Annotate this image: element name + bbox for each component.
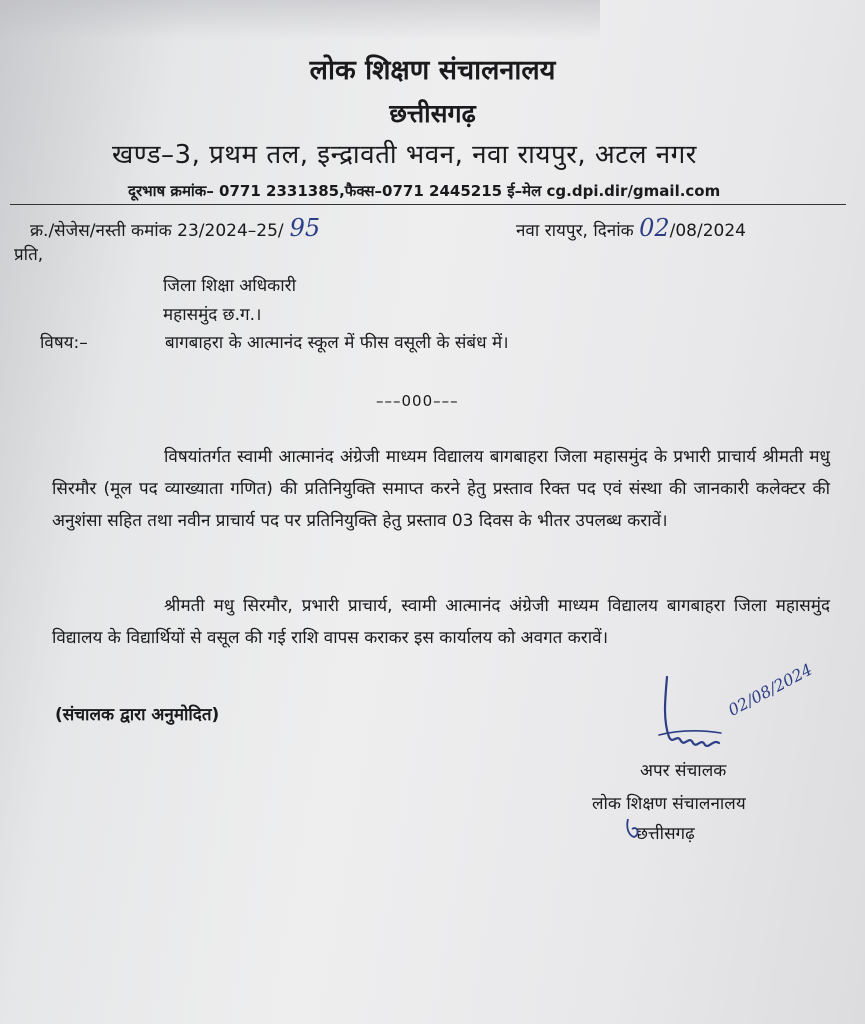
month-year: /08/2024 <box>669 221 746 241</box>
initial-scribble <box>624 815 644 841</box>
separator: –––000––– <box>376 392 459 410</box>
signatory-state: छत्तीसगढ़ <box>636 824 695 844</box>
recipient-designation: जिला शिक्षा अधिकारी <box>163 276 296 296</box>
office-address: खण्ड–3, प्रथम तल, इन्द्रावती भवन, नवा रायपुर, अटल नगर <box>112 140 697 170</box>
contact-line: दूरभाष क्रमांक– 0771 2331385,फैक्स–0771 2445215 ई–मेल cg.dpi.dir/gmail.com <box>128 182 721 200</box>
signature-block <box>655 659 835 765</box>
state-title: छत्तीसगढ़ <box>389 99 476 128</box>
office-title: लोक शिक्षण संचालनालय <box>309 55 556 86</box>
place-date-prefix: नवा रायपुर, दिनांक <box>516 221 634 241</box>
signature-date-handwritten: 02/08/2024 <box>725 659 816 720</box>
header-divider <box>10 204 846 205</box>
subject-label: विषय:– <box>40 333 88 353</box>
place-date <box>516 214 746 242</box>
file-reference <box>30 214 320 242</box>
file-number-handwritten: 95 <box>289 214 321 242</box>
to-label: प्रति, <box>14 245 44 265</box>
signatory-designation: अपर संचालक <box>640 761 727 781</box>
body-paragraph-1: विषयांतर्गत स्वामी आत्मानंद अंग्रेजी माध्यम विद्यालय बागबाहरा जिला महासमुंद के प्रभारी प्राचार्य श्रीमती मधु सिरमौर (मूल पद व्याख्याता गणित) की प्रतिनियुक्ति समाप्त करने हेतु प्रस्ताव रिक्त पद एवं संस्था की जानकारी कलेक्टर की अनुशंसा सहित तथा नवीन प्राचार्य पद पर प्रतिनियुक्ति हेतु प्रस्ताव 03 दिवस के भीतर उपलब्ध करावें। <box>52 447 830 531</box>
signature-scribble <box>655 675 835 765</box>
subject-text: बागबाहरा के आत्मानंद स्कूल में फीस वसूली के संबंध में। <box>165 333 509 353</box>
approval-note: (संचालक द्वारा अनुमोदित) <box>55 705 220 725</box>
body-paragraph-2: श्रीमती मधु सिरमौर, प्रभारी प्राचार्य, स्वामी आत्मानंद अंग्रेजी माध्यम विद्यालय बागबाहरा जिला महासमुंद विद्यालय के विद्यार्थियों से वसूल की गई राशि वापस कराकर इस कार्यालय को अवगत करावें। <box>52 596 830 648</box>
recipient-location: महासमुंद छ.ग.। <box>163 305 262 325</box>
file-prefix: क्र./सेजेस/नस्ती कमांक 23/2024–25/ <box>30 221 284 241</box>
day-handwritten: 02 <box>639 214 670 242</box>
paper-fold-shadow <box>0 0 600 40</box>
signatory-office: लोक शिक्षण संचालनालय <box>592 794 746 814</box>
